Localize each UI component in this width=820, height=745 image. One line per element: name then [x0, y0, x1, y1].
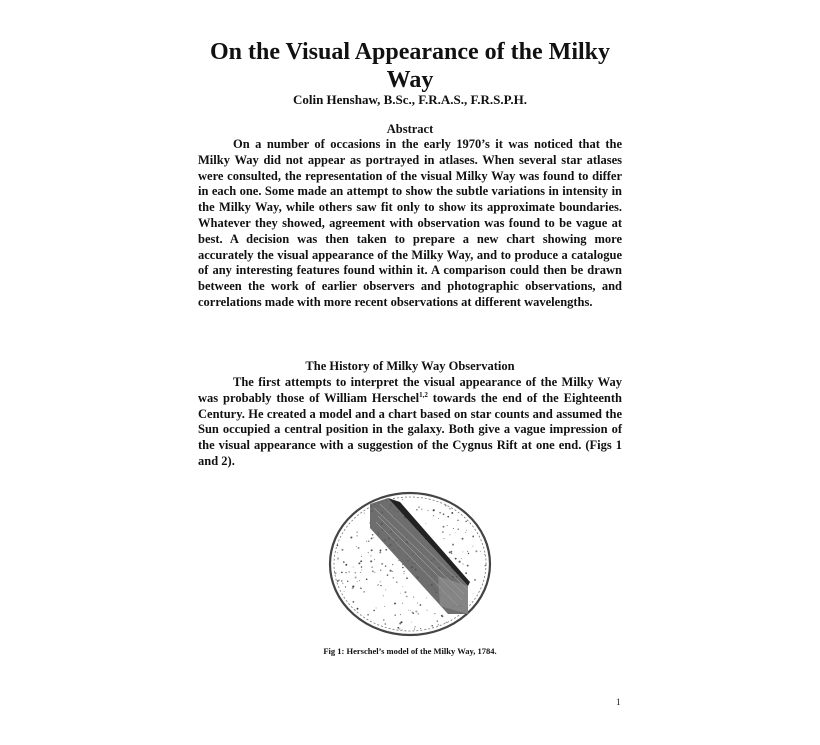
history-text-part-1: The first attempts to interpret the visual appearance of the Milky Way was probably those of William Herschel — [198, 375, 622, 405]
figure-caption: Fig 1: Herschel’s model of the Milky Way, 1784. — [323, 646, 497, 656]
author-line: Colin Henshaw, B.Sc., F.R.A.S., F.R.S.P.H. — [292, 92, 528, 107]
history-heading: The History of Milky Way Observation — [305, 359, 515, 373]
herschel-model-illustration — [318, 486, 502, 640]
herschel-model-figure — [318, 486, 502, 640]
paper-title: On the Visual Appearance of the Milky Way — [209, 39, 611, 93]
history-paragraph — [198, 375, 622, 470]
history-text-part-2: towards the end of the Eighteenth Century. He created a model and a chart based on star counts and assumed the Sun occupied a central position in the galaxy. Both give a vague impression of the visual appearance with a suggestion of the Cygnus Rift at one end. (Figs 1 and 2). — [198, 390, 622, 468]
page-number: 1 — [616, 697, 621, 707]
citation-superscript: 1,2 — [419, 390, 428, 399]
abstract-paragraph: On a number of occasions in the early 1970’s it was noticed that the Milky Way did not appear as portrayed in atlases. When several star atlases were consulted, the representation of the visual Milky Way was found to differ in each one. Some made an attempt to show the subtle variations in intensity in the Milky Way, while others saw fit only to show its approximate boundaries. Whatever they showed, agreement with observation was found to be vague at best. A decision was then taken to prepare a new chart showing more accurately the visual appearance of the Milky Way, and to produce a catalogue of any interesting features found within it. A comparison could then be drawn between the work of earlier observers and photographic observations, and correlations made with more recent observations at different wavelengths. — [198, 137, 622, 309]
abstract-heading: Abstract — [386, 122, 434, 136]
